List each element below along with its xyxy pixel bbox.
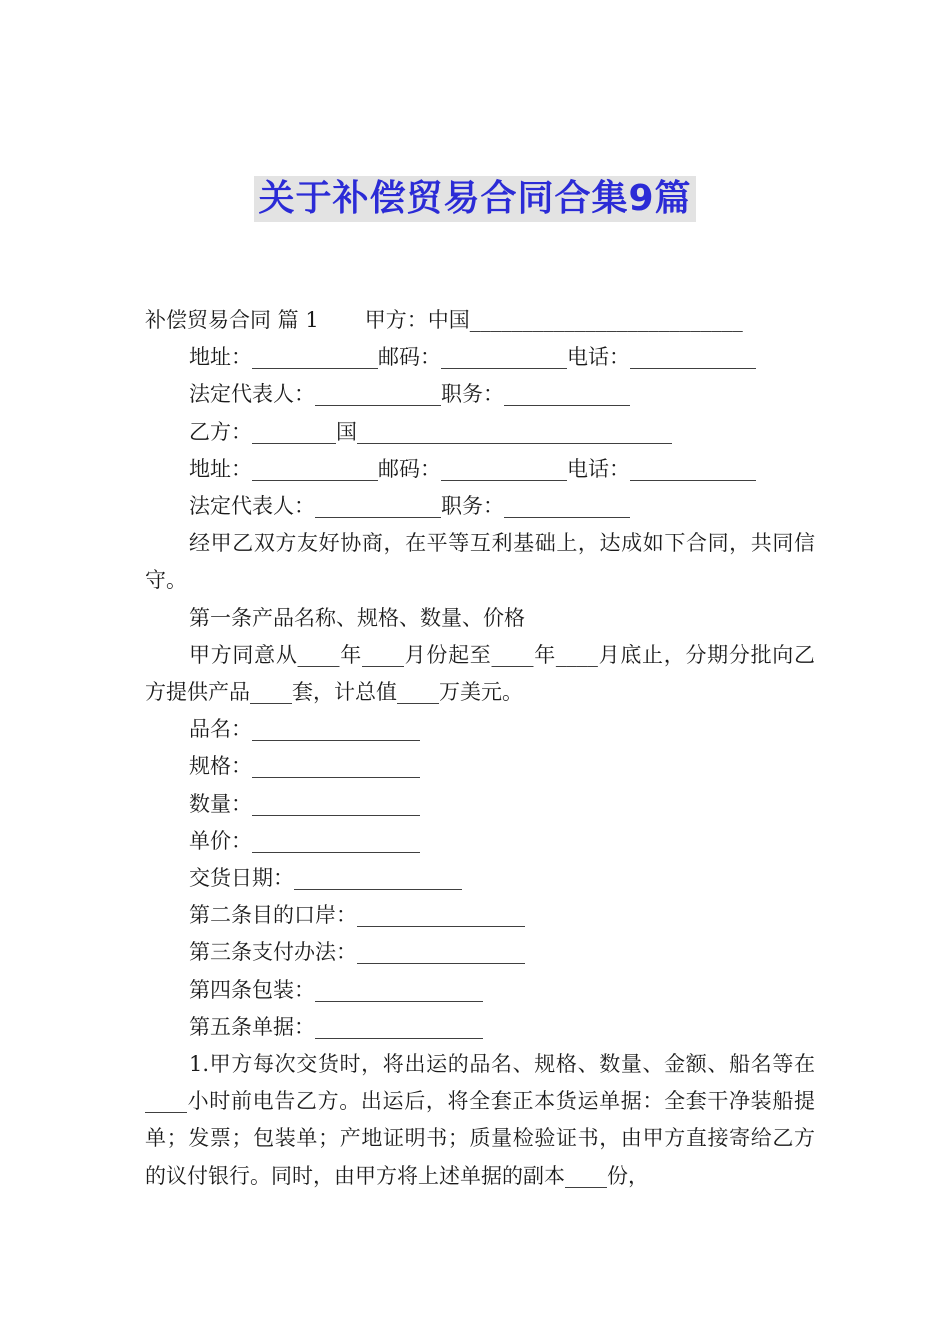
party-a-address-line: 地址：____________邮码：____________电话：____________ — [189, 345, 756, 370]
documents-paragraph: 1.甲方每次交货时，将出运的品名、规格、数量、金额、船名等在____小时前电告乙方。出运后，将全套正本货运单据：全套干净装船提单；发票；包装单；产地证明书；质量检验证书，由甲方直接寄给乙方的议付银行。同时，由甲方将上述单据的副本____份， — [145, 1052, 815, 1188]
article-2-line: 第二条目的口岸：________________ — [189, 903, 525, 928]
article-1-heading: 第一条产品名称、规格、数量、价格 — [189, 605, 525, 630]
delivery-date-line: 交货日期：________________ — [189, 866, 462, 891]
quantity-line: 数量：________________ — [189, 791, 420, 816]
article-4-line: 第四条包装：________________ — [189, 977, 483, 1002]
document-title: 关于补偿贸易合同合集9篇 — [254, 176, 695, 222]
article-3-line: 第三条支付办法：________________ — [189, 940, 525, 965]
product-name-line: 品名：________________ — [189, 717, 420, 742]
party-b-representative-line: 法定代表人：____________职务：____________ — [189, 494, 630, 519]
specification-line: 规格：________________ — [189, 754, 420, 779]
section-heading: 补偿贸易合同 篇 1 — [145, 308, 319, 332]
party-b-address-line: 地址：____________邮码：____________电话：____________ — [189, 456, 756, 481]
party-a-line — [145, 302, 815, 339]
agreement-paragraph: 经甲乙双方友好协商，在平等互利基础上，达成如下合同，共同信守。 — [145, 531, 815, 593]
unit-price-line: 单价：________________ — [189, 828, 420, 853]
party-a-representative-line: 法定代表人：____________职务：____________ — [189, 382, 630, 407]
title-wrapper — [0, 176, 950, 222]
party-a-text: 甲方：中国__________________________ — [364, 308, 743, 332]
document-body — [145, 302, 815, 1195]
article-5-line: 第五条单据：________________ — [189, 1014, 483, 1039]
party-b-line: 乙方：________国______________________________ — [189, 419, 672, 444]
article-1-paragraph: 甲方同意从____年____月份起至____年____月底止，分期分批向乙方提供产品____套，计总值____万美元。 — [145, 642, 815, 705]
